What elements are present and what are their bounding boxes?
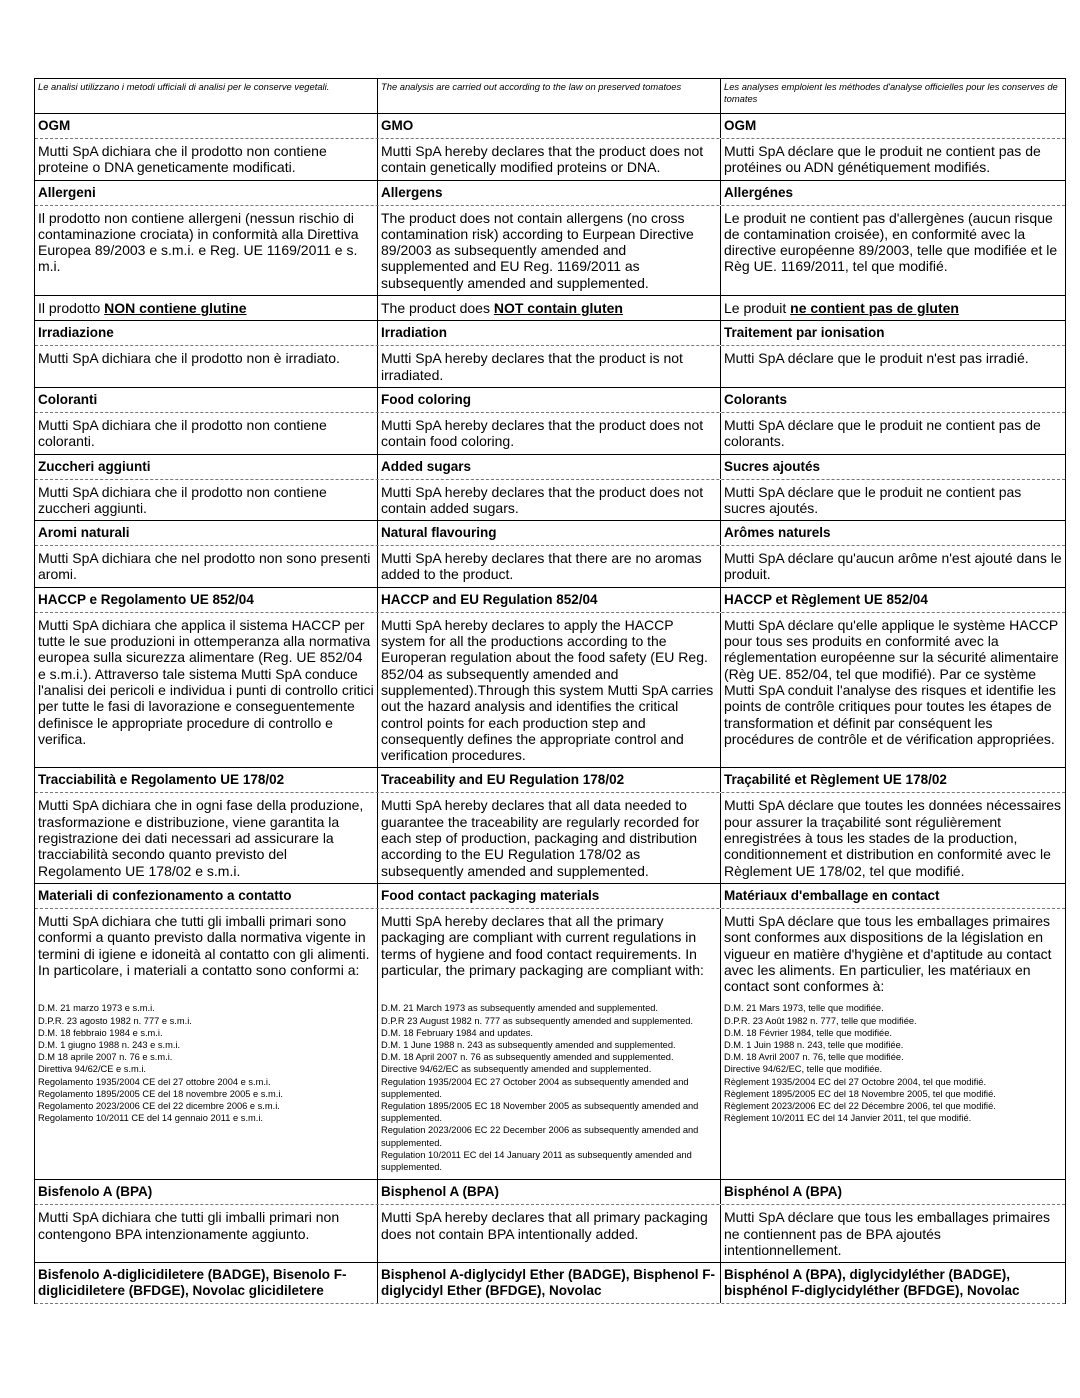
- coloring-title-fr: Colorants: [724, 391, 788, 407]
- traceability-title-fr: Traçabilité et Règlement UE 178/02: [724, 772, 947, 788]
- section-header-ogm: [35, 114, 1065, 139]
- section-body-haccp: [35, 613, 1065, 769]
- traceability-body-it: Mutti SpA dichiara che in ogni fase della produzione, trasformazione e distribuzione, viene garantita la registrazione dei dati necessari ad assicurare la tracciabilità secondo quanto previsto del Regolamento UE 178/02 e s.m.i.: [35, 793, 378, 882]
- gluten-it-text: Il prodotto: [38, 300, 105, 317]
- packaging-body-fr: Mutti SpA déclare que tous les emballages primaires sont conformes aux dispositions de la législation en vigueur en matière d'hygiène et d'aptitude au contact avec les aliments. En particulier, les matériaux en contact sont conformes à:: [724, 912, 1052, 995]
- ogm-title-fr: OGM: [724, 118, 757, 133]
- section-body-bpa: [35, 1205, 1065, 1263]
- intro-row: [35, 79, 1065, 114]
- ogm-body-en: Mutti SpA hereby declares that the product does not contain genetically modified proteins or DNA.: [378, 139, 721, 180]
- section-body-sugars: [35, 480, 1065, 522]
- badge-title-en: Bisphenol A-diglycidyl Ether (BADGE), Bisphenol F-diglycidyl Ether (BFDGE), Novolac: [378, 1263, 721, 1303]
- irradiation-title-it: Irradiazione: [35, 321, 378, 345]
- packaging-title-en: Food contact packaging materials: [378, 884, 721, 908]
- section-header-packaging: [35, 884, 1065, 909]
- section-header-badge: [35, 1263, 1065, 1304]
- gluten-fr-text: Le produit: [724, 300, 791, 317]
- bpa-title-en: Bisphenol A (BPA): [378, 1180, 721, 1204]
- traceability-title-en: Traceability and EU Regulation 178/02: [378, 768, 721, 792]
- gluten-en-emphasis: NOT contain gluten: [493, 300, 623, 317]
- coloring-body-it: Mutti SpA dichiara che il prodotto non contiene coloranti.: [35, 413, 378, 454]
- sugars-title-fr: Sucres ajoutés: [724, 458, 821, 474]
- allergens-body-it: Il prodotto non contiene allergeni (nessun rischio di contaminazione crociata) in conformità alla Direttiva Europea 89/2003 e s.m.i. e Reg. UE 1169/2011 e s. m.i.: [35, 206, 378, 295]
- sugars-title-it: Zuccheri aggiunti: [35, 455, 378, 479]
- section-header-irradiation: [35, 321, 1065, 346]
- bpa-body-fr: Mutti SpA déclare que tous les emballages primaires ne contiennent pas de BPA ajoutés intentionnellement.: [724, 1209, 1051, 1258]
- declaration-table: [34, 78, 1066, 1304]
- allergens-body-fr: Le produit ne contient pas d'allergènes (aucun risque de contamination croisée), en conformité avec la directive européenne 89/2003, telle que modifiée et le Règ UE. 1169/2011, tel que modifié.: [724, 209, 1058, 275]
- allergens-body-en: The product does not contain allergens (no cross contamination risk) according to Eurpean Directive 89/2003 as subsequently amended and supplemented and EU Reg. 1169/2011 as subsequently amended and supplemented.: [378, 206, 721, 295]
- section-header-flavouring: [35, 521, 1065, 546]
- intro-en: The analysis are carried out according to the law on preserved tomatoes: [378, 79, 721, 113]
- gluten-fr: [721, 296, 1065, 320]
- haccp-body-it: Mutti SpA dichiara che applica il sistema HACCP per tutte le sue produzioni in ottemperanza alla normativa europea sulla sicurezza alimentare (Reg. UE 852/04 e s.m.i.). Attraverso tale sistema Mutti SpA conduce l'analisi dei pericoli e individua i punti di controllo critici per tutte le fasi di lavorazione e conseguentemente definisce le appropriate procedure di controllo e verifica.: [35, 613, 378, 768]
- haccp-body-en: Mutti SpA hereby declares to apply the HACCP system for all the productions according to the Europeran regulation about the food safety (EU Reg. 852/04 as subsequently amended and supplemented).Through this system Mutti SpA carries out the hazard analysis and identifies the critical control points for each production step and consequently defines the appropriate control and verification procedures.: [378, 613, 721, 768]
- bpa-body-it: Mutti SpA dichiara che tutti gli imballi primari non contengono BPA intenzionamente aggiunto.: [35, 1205, 378, 1262]
- section-body-traceability: [35, 793, 1065, 883]
- sugars-title-en: Added sugars: [378, 455, 721, 479]
- section-header-haccp: [35, 588, 1065, 613]
- coloring-body-en: Mutti SpA hereby declares that the product does not contain food coloring.: [378, 413, 721, 454]
- section-header-allergens: [35, 181, 1065, 206]
- irradiation-body-en: Mutti SpA hereby declares that the product is not irradiated.: [378, 346, 721, 387]
- irradiation-title-en: Irradiation: [378, 321, 721, 345]
- section-header-traceability: [35, 768, 1065, 793]
- ogm-body-it: Mutti SpA dichiara che il prodotto non contiene proteine o DNA geneticamente modificati.: [35, 139, 378, 180]
- packaging-refs-en: D.M. 21 March 1973 as subsequently amended and supplemented. D.P.R 23 August 1982 n. 777 as subsequently amended and supplemented. D.M. 18 February 1984 and updates. D.M. 1 June 1988 n. 243 as subsequently amended and supplemented. D.M. 18 April 2007 n. 76 as subsequently amended and supplemented. Directive 94/62/EC as subsequently amended and supplemented. Regulation 1935/2004 EC 27 October 2004 as subsequently amended and supplemented. Regulation 1895/2005 EC 18 November 2005 as subsequently amended and supplemented. Regulation 2023/2006 EC 22 December 2006 as subsequently amended and supplemented. Regulation 10/2011 EC del 14 January 2011 as subsequently amended and supplemented.: [378, 998, 721, 1179]
- packaging-body-en: Mutti SpA hereby declares that all the primary packaging are compliant with current regulations in terms of hygiene and food contact requirements. In particular, the primary packaging are compliant with:: [378, 909, 721, 998]
- section-body-flavouring: [35, 546, 1065, 588]
- section-body-coloring: [35, 413, 1065, 455]
- haccp-title-it: HACCP e Regolamento UE 852/04: [35, 588, 378, 612]
- irradiation-body-fr: Mutti SpA déclare que le produit n'est pas irradié.: [724, 350, 1029, 367]
- ogm-title-it: OGM: [35, 114, 378, 138]
- irradiation-title-fr: Traitement par ionisation: [724, 325, 885, 341]
- traceability-body-fr: Mutti SpA déclare que toutes les données nécessaires pour assurer la traçabilité sont régulièrement enregistrées à tous les stades de la production, conditionnement et distribution en conformité avec le Règlement UE 178/02, tel que modifié.: [724, 797, 1061, 879]
- packaging-body-it: Mutti SpA dichiara che tutti gli imballi primari sono conformi a quanto previsto dalla normativa vigente in termini di igiene e idoneità al contatto con gli alimenti. In particolare, i materiali a contatto sono conformi a:: [35, 909, 378, 998]
- coloring-title-it: Coloranti: [35, 388, 378, 412]
- gluten-it-emphasis: NON contiene glutine: [104, 300, 247, 317]
- badge-title-fr: Bisphénol A (BPA), diglycidyléther (BADGE), bisphénol F-diglycidyléther (BFDGE), Novolac: [724, 1267, 1020, 1299]
- flavouring-title-en: Natural flavouring: [378, 521, 721, 545]
- sugars-body-en: Mutti SpA hereby declares that the product does not contain added sugars.: [378, 480, 721, 521]
- section-body-allergens: [35, 206, 1065, 296]
- allergens-title-en: Allergens: [378, 181, 721, 205]
- section-header-bpa: [35, 1180, 1065, 1205]
- gluten-row: [35, 296, 1065, 321]
- gluten-it: [35, 296, 378, 320]
- section-header-sugars: [35, 455, 1065, 480]
- gluten-en: [378, 296, 721, 320]
- gluten-fr-emphasis: ne contient pas de gluten: [790, 300, 959, 317]
- section-refs-packaging: [35, 998, 1065, 1180]
- packaging-refs-it: D.M. 21 marzo 1973 e s.m.i. D.P.R. 23 agosto 1982 n. 777 e s.m.i. D.M. 18 febbraio 1984 e s.m.i. D.M. 1 giugno 1988 n. 243 e s.m.i. D.M 18 aprile 2007 n. 76 e s.m.i. Direttiva 94/62/CE e s.m.i. Regolamento 1935/2004 CE del 27 ottobre 2004 e s.m.i. Regolamento 1895/2005 CE del 18 novembre 2005 e s.m.i. Regolamento 2023/2006 CE del 22 dicembre 2006 e s.m.i. Regolamento 10/2011 CE del 14 gennaio 2011 e s.m.i.: [35, 998, 378, 1179]
- intro-fr: Les analyses emploient les méthodes d'analyse officielles pour les conserves de tomates: [724, 81, 1058, 104]
- coloring-body-fr: Mutti SpA déclare que le produit ne contient pas de colorants.: [724, 416, 1041, 450]
- haccp-body-fr: Mutti SpA déclare qu'elle applique le système HACCP pour tous ses produits en conformité avec la réglementation européenne sur la sécurité alimentaire (Règ UE. 852/04, tel que modifié). Par ce système Mutti SpA conduit l'analyse des risques et identifie les points de contrôle critiques pour toutes les étapes de transformation et définit par conséquent les procédures de contrôle et de vérification appropriées.: [724, 616, 1059, 747]
- haccp-title-en: HACCP and EU Regulation 852/04: [378, 588, 721, 612]
- ogm-body-fr: Mutti SpA déclare que le produit ne contient pas de protéines ou ADN génétiquement modifiés.: [724, 143, 1041, 176]
- traceability-title-it: Tracciabilità e Regolamento UE 178/02: [35, 768, 378, 792]
- section-header-coloring: [35, 388, 1065, 413]
- packaging-title-fr: Matériaux d'emballage en contact: [724, 887, 940, 903]
- packaging-refs-fr: D.M. 21 Mars 1973, telle que modifiée. D.P.R. 23 Août 1982 n. 777, telle que modifiée. D.M. 18 Février 1984, telle que modifiée. D.M. 1 Juin 1988 n. 243, telle que modifiée. D.M. 18 Avril 2007 n. 76, telle que modifiée. Directive 94/62/EC, telle que modifiée. Règlement 1935/2004 EC del 27 Octobre 2004, tel que modifié. Règlement 1895/2005 EC del 18 Novembre 2005, tel que modifié. Règlement 2023/2006 EC del 22 Décembre 2006, tel que modifié. Règlement 10/2011 EC del 14 Janvier 2011, tel que modifié.: [724, 1003, 996, 1124]
- flavouring-body-fr: Mutti SpA déclare qu'aucun arôme n'est ajouté dans le produit.: [724, 550, 1062, 583]
- sugars-body-it: Mutti SpA dichiara che il prodotto non contiene zuccheri aggiunti.: [35, 480, 378, 521]
- section-body-ogm: [35, 139, 1065, 181]
- bpa-body-en: Mutti SpA hereby declares that all primary packaging does not contain BPA intentionally added.: [378, 1205, 721, 1262]
- flavouring-body-it: Mutti SpA dichiara che nel prodotto non sono presenti aromi.: [35, 546, 378, 587]
- gluten-en-text: The product does: [381, 300, 494, 317]
- section-body-irradiation: [35, 346, 1065, 388]
- flavouring-title-fr: Arômes naturels: [724, 525, 831, 541]
- bpa-title-fr: Bisphénol A (BPA): [724, 1184, 842, 1200]
- flavouring-body-en: Mutti SpA hereby declares that there are no aromas added to the product.: [378, 546, 721, 587]
- flavouring-title-it: Aromi naturali: [35, 521, 378, 545]
- allergens-title-fr: Allergénes: [724, 184, 794, 200]
- haccp-title-fr: HACCP et Règlement UE 852/04: [724, 591, 928, 607]
- section-body-packaging: [35, 909, 1065, 998]
- allergens-title-it: Allergeni: [35, 181, 378, 205]
- traceability-body-en: Mutti SpA hereby declares that all data needed to guarantee the traceability are regularly recorded for each step of production, packaging and distribution according to the EU Regulation 178/02 as subsequently amended and supplemented.: [378, 793, 721, 882]
- irradiation-body-it: Mutti SpA dichiara che il prodotto non è irradiato.: [35, 346, 378, 387]
- coloring-title-en: Food coloring: [378, 388, 721, 412]
- bpa-title-it: Bisfenolo A (BPA): [35, 1180, 378, 1204]
- badge-title-it: Bisfenolo A-diglicidiletere (BADGE), Bisenolo F-diglicidiletere (BFDGE), Novolac glicidiletere: [35, 1263, 378, 1303]
- ogm-title-en: GMO: [378, 114, 721, 138]
- packaging-title-it: Materiali di confezionamento a contatto: [35, 884, 378, 908]
- sugars-body-fr: Mutti SpA déclare que le produit ne contient pas sucres ajoutés.: [724, 483, 1022, 516]
- intro-it: Le analisi utilizzano i metodi ufficiali di analisi per le conserve vegetali.: [35, 79, 378, 113]
